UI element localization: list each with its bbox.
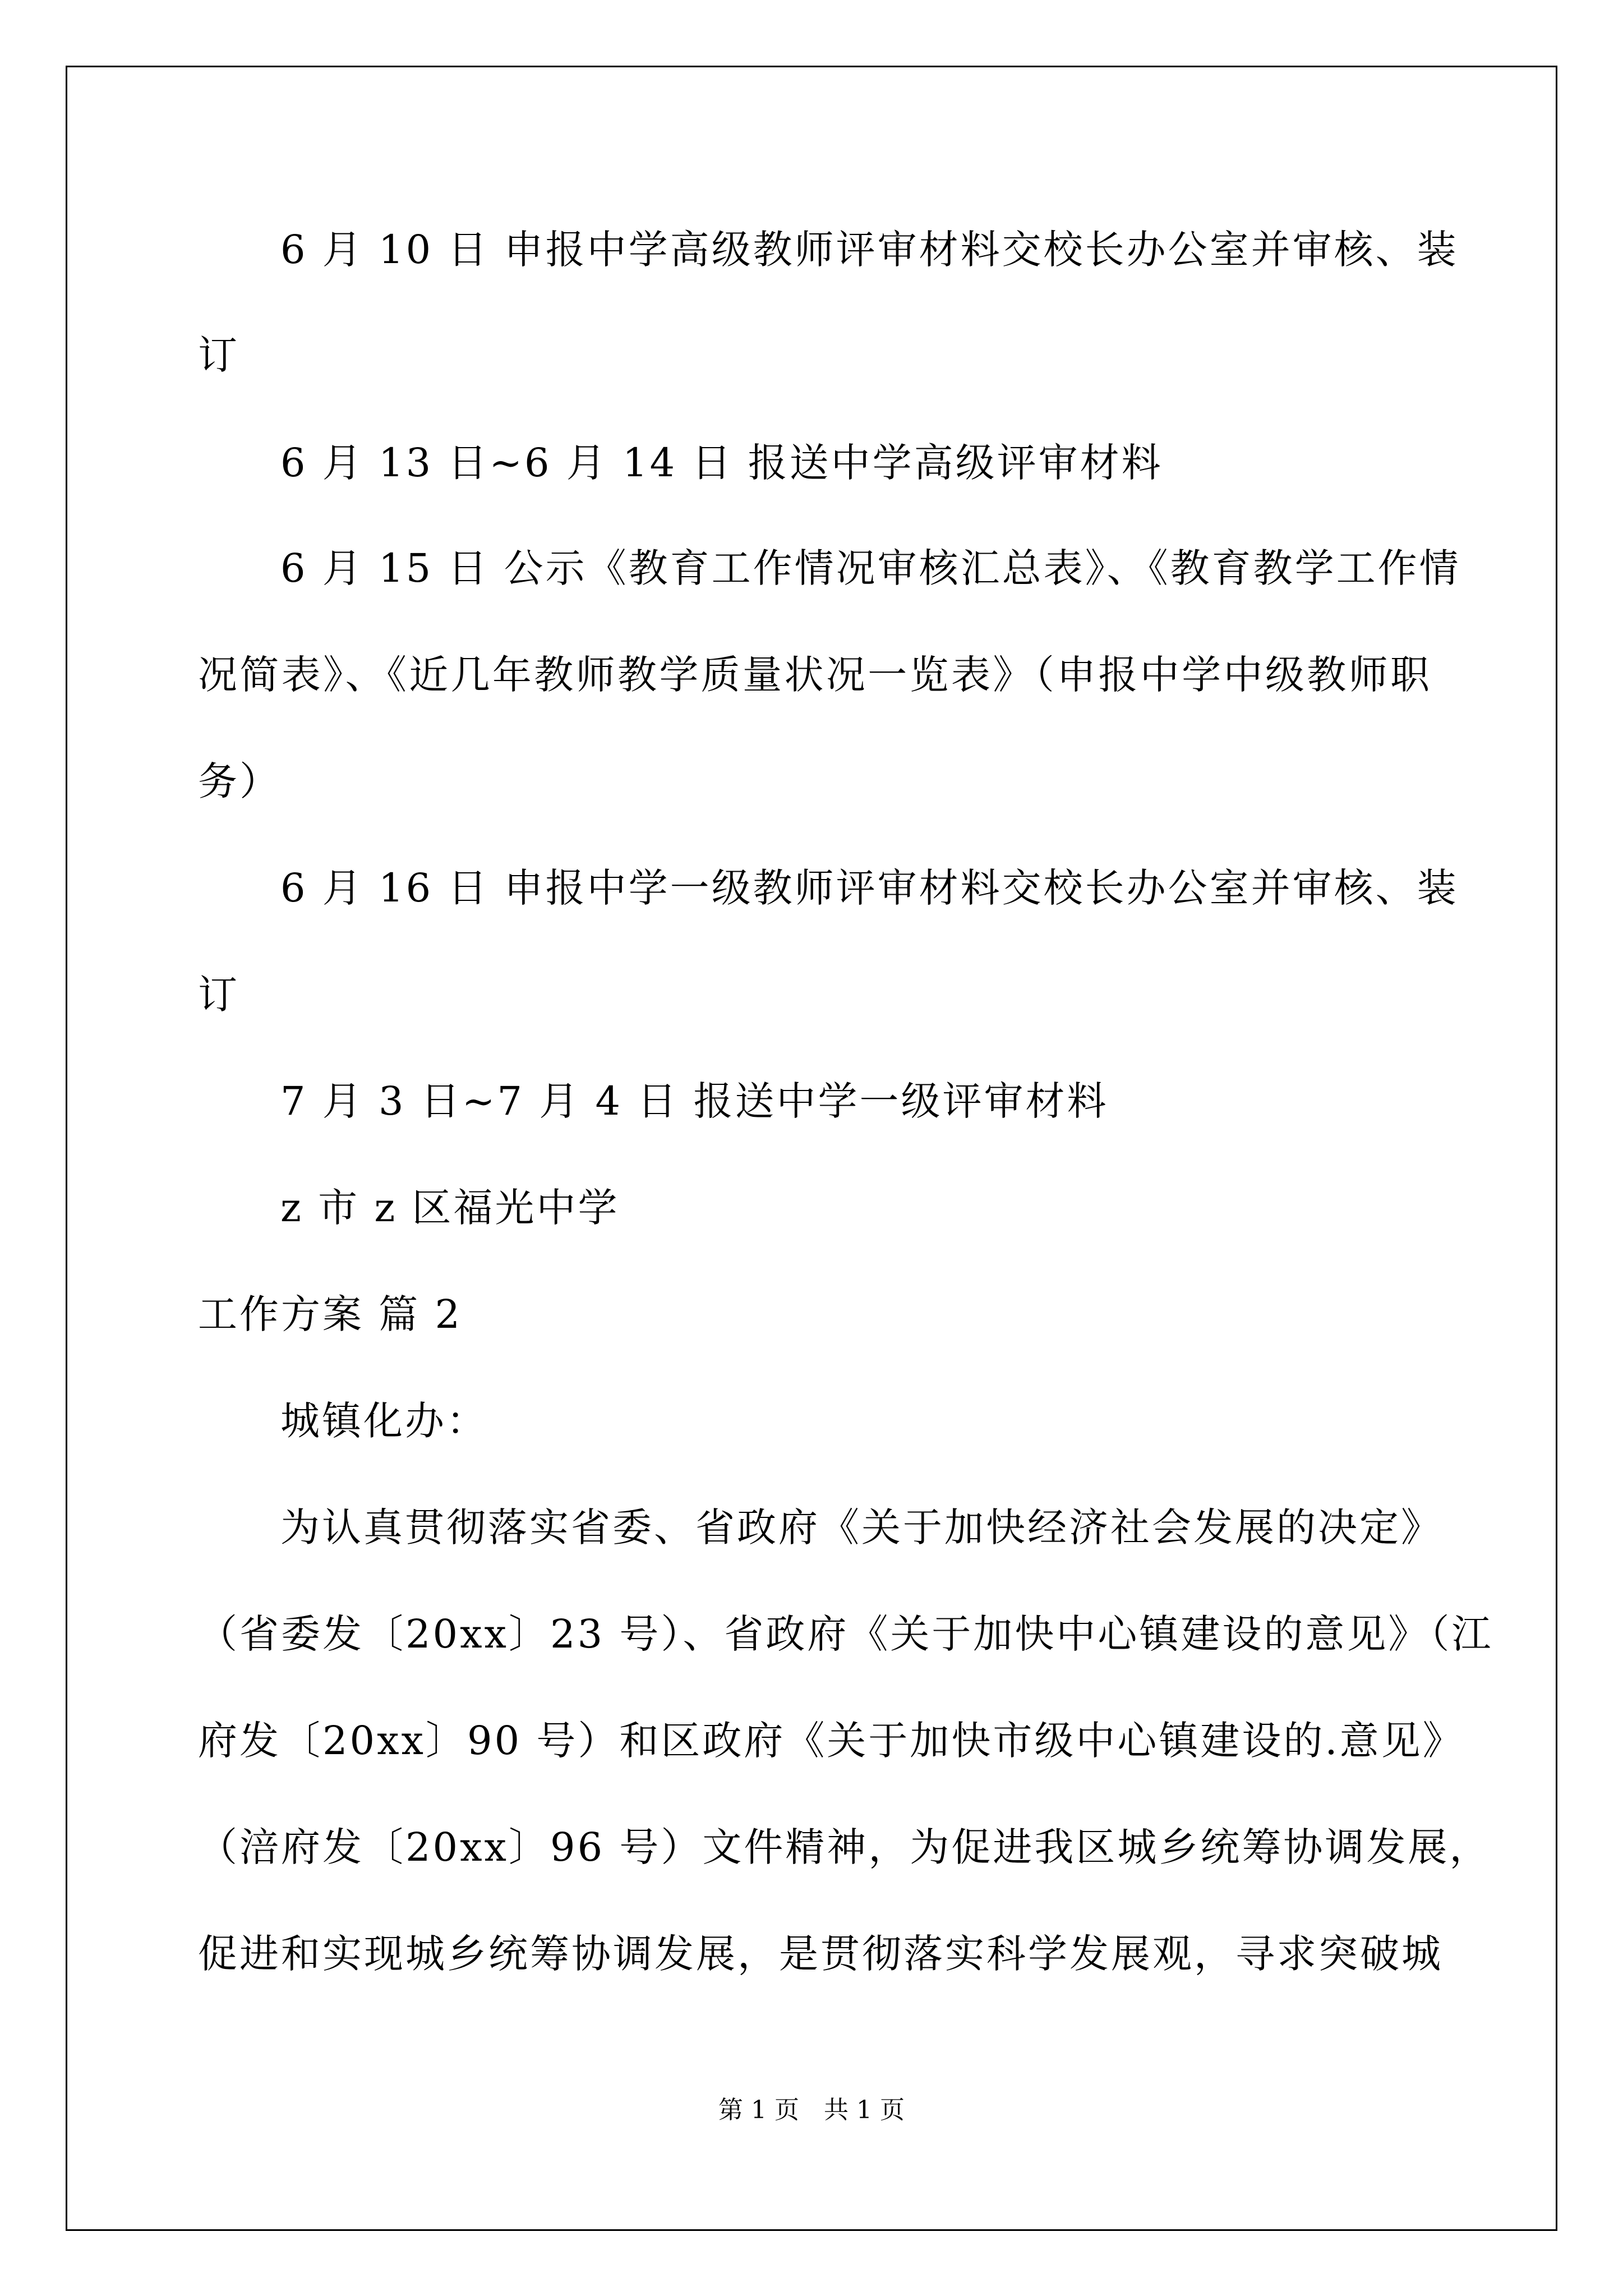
text-line: （涪府发〔20xx〕96 号）文件精神，为促进我区城乡统筹协调发展， [198, 1824, 1491, 1870]
section-heading: 工作方案 篇 2 [198, 1291, 463, 1337]
text-line: 城镇化办： [280, 1398, 488, 1444]
text-line: 府发〔20xx〕90 号）和区政府《关于加快市级中心镇建设的.意见》 [198, 1718, 1464, 1764]
page-border [66, 66, 1557, 2231]
text-line: 订 [198, 972, 239, 1018]
text-line: 务） [198, 758, 281, 804]
text-line: 6 月 10 日 申报中学高级教师评审材料交校长办公室并审核、装 [280, 227, 1459, 273]
text-line: 订 [198, 332, 239, 378]
text-line: z 市 z 区福光中学 [280, 1185, 620, 1231]
text-line: 6 月 15 日 公示《教育工作情况审核汇总表》、《教育教学工作情 [280, 545, 1461, 591]
text-line: 为认真贯彻落实省委、省政府《关于加快经济社会发展的决定》 [280, 1504, 1442, 1550]
text-line: （省委发〔20xx〕23 号）、省政府《关于加快中心镇建设的意见》（江 [198, 1611, 1493, 1657]
text-line: 6 月 16 日 申报中学一级教师评审材料交校长办公室并审核、装 [280, 865, 1459, 911]
text-line: 6 月 13 日~6 月 14 日 报送中学高级评审材料 [280, 440, 1163, 486]
page-footer: 第 1 页 共 1 页 [718, 2096, 905, 2124]
text-line: 促进和实现城乡统筹协调发展，是贯彻落实科学发展观，寻求突破城 [198, 1931, 1443, 1977]
text-line: 况简表》、《近几年教师教学质量状况一览表》（申报中学中级教师职 [198, 652, 1432, 698]
text-line: 7 月 3 日~7 月 4 日 报送中学一级评审材料 [280, 1078, 1109, 1124]
